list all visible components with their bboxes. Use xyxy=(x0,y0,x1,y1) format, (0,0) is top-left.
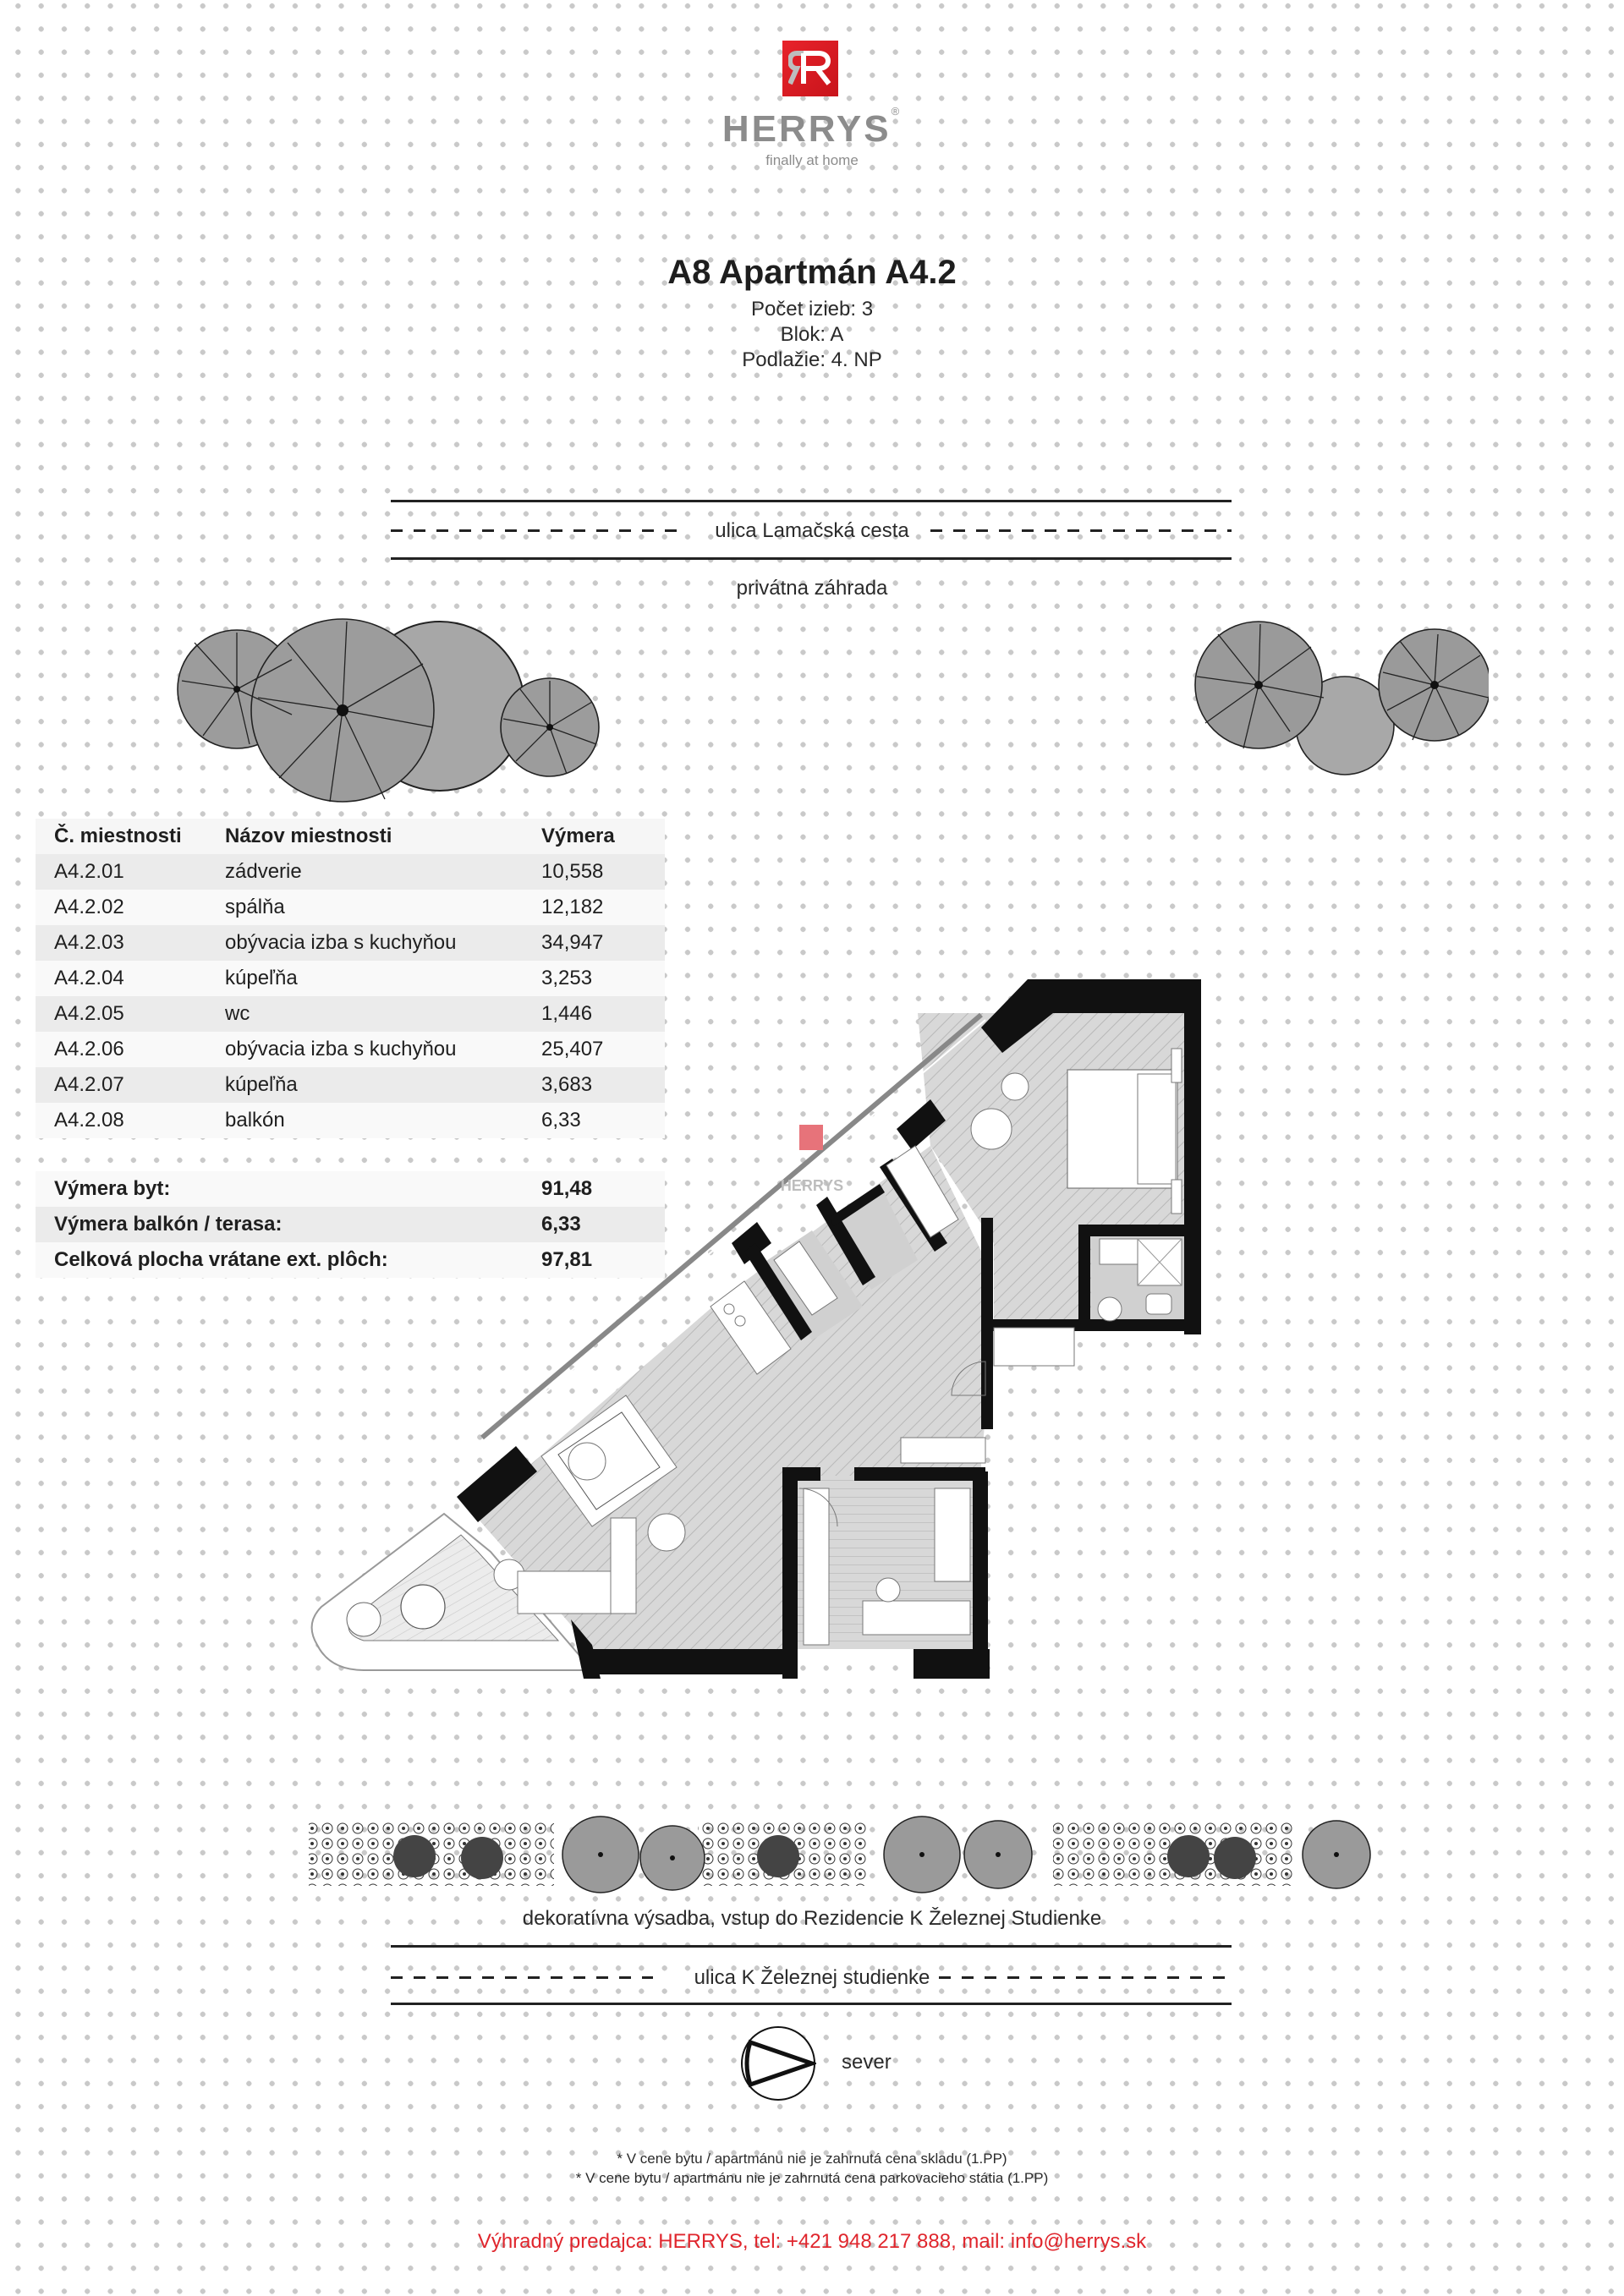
trees-right-icon xyxy=(1184,609,1489,778)
room-area: 25,407 xyxy=(541,1038,604,1060)
floor: Podlažie: 4. NP xyxy=(742,348,882,371)
room-name: zádverie xyxy=(225,860,302,883)
sofa-icon xyxy=(518,1571,611,1614)
balcony-table-icon xyxy=(401,1585,445,1629)
garden-label: privátna záhrada xyxy=(736,577,888,600)
logo-tagline: finally at home xyxy=(765,152,859,168)
table-row xyxy=(36,890,665,925)
chair-icon xyxy=(876,1578,900,1602)
watermark-text: HERRYS xyxy=(780,1177,844,1194)
room-id: A4.2.08 xyxy=(54,1109,124,1132)
room-id: A4.2.06 xyxy=(54,1038,124,1060)
room-area: 10,558 xyxy=(541,860,604,883)
total-value: 6,33 xyxy=(541,1213,581,1236)
rooms-count: Počet izieb: 3 xyxy=(750,298,874,321)
total-label: Celková plocha vrátane ext. plôch: xyxy=(54,1248,388,1271)
room-id: A4.2.05 xyxy=(54,1002,124,1025)
street-label-top: ulica Lamačská cesta xyxy=(715,519,909,542)
hall-cabinet-icon xyxy=(901,1438,985,1463)
cabinet-icon xyxy=(994,1328,1074,1366)
street-line-top xyxy=(391,500,1232,502)
table-row xyxy=(36,925,665,961)
street-line-bottom xyxy=(391,2003,1232,2005)
table-row xyxy=(36,854,665,890)
header-area: Výmera xyxy=(541,825,615,847)
room-area: 3,683 xyxy=(541,1073,593,1096)
street-dash-left xyxy=(391,529,678,532)
header-room-name: Názov miestnosti xyxy=(225,825,392,847)
north-arrow-icon xyxy=(740,2025,816,2101)
room-name: spálňa xyxy=(225,896,285,918)
coffee-table-icon xyxy=(648,1514,685,1551)
total-value: 91,48 xyxy=(541,1177,593,1200)
room-id: A4.2.01 xyxy=(54,860,124,883)
street-label-bottom: ulica K Železnej studienke xyxy=(694,1966,930,1989)
room-id: A4.2.04 xyxy=(54,967,124,989)
logo-brand: HERRYS® xyxy=(721,105,903,150)
armchair-icon xyxy=(971,1109,1012,1149)
room-area: 34,947 xyxy=(541,931,604,954)
street-dash-left xyxy=(391,1976,653,1979)
watermark-logo-icon xyxy=(799,1125,823,1150)
planting-label: dekoratívna výsadba, vstup do Rezidencie K Železnej Studienke xyxy=(522,1907,1102,1930)
washing-machine-icon xyxy=(1098,1297,1122,1321)
room-id: A4.2.07 xyxy=(54,1073,124,1096)
header-room-number: Č. miestnosti xyxy=(54,825,182,847)
toilet-icon xyxy=(1146,1294,1171,1314)
room-area: 3,253 xyxy=(541,967,593,989)
floor-plan xyxy=(304,964,1235,1691)
room-area: 6,33 xyxy=(541,1109,581,1132)
compass-label: sever xyxy=(842,2051,892,2074)
sink-icon xyxy=(1100,1239,1138,1264)
side-table-icon xyxy=(1001,1073,1029,1100)
room-id: A4.2.02 xyxy=(54,896,124,918)
total-label: Výmera balkón / terasa: xyxy=(54,1213,283,1236)
balcony-plant-icon xyxy=(347,1603,381,1636)
room-area: 1,446 xyxy=(541,1002,593,1025)
planting-row-icon xyxy=(304,1806,1379,1894)
table-header xyxy=(36,819,665,854)
plant-icon xyxy=(568,1443,606,1480)
room-name: obývacia izba s kuchyňou xyxy=(225,931,457,954)
street-line-bottom xyxy=(391,557,1232,560)
logo-mark-icon xyxy=(782,41,838,96)
total-label: Výmera byt: xyxy=(54,1177,171,1200)
block: Blok: A xyxy=(780,323,844,346)
total-value: 97,81 xyxy=(541,1248,593,1271)
trees-left-icon xyxy=(169,609,643,812)
room-name: balkón xyxy=(225,1109,285,1132)
footnote-parking: * V cene bytu / apartmánu nie je zahrnutá cena parkovacieho státia (1.PP) xyxy=(575,2170,1049,2186)
footnote-storage: * V cene bytu / apartmánu nie je zahrnutá cena skladu (1.PP) xyxy=(617,2151,1007,2167)
room-name: obývacia izba s kuchyňou xyxy=(225,1038,457,1060)
shelf-icon xyxy=(804,1488,829,1645)
room-name: kúpeľňa xyxy=(225,1073,298,1096)
street-line-top xyxy=(391,1945,1232,1948)
page-title: A8 Apartmán A4.2 xyxy=(667,254,957,291)
room-area: 12,182 xyxy=(541,896,604,918)
desk-icon xyxy=(863,1601,970,1635)
room-id: A4.2.03 xyxy=(54,931,124,954)
street-dash-right xyxy=(939,1976,1232,1979)
room-name: wc xyxy=(225,1002,250,1025)
contact-info: Výhradný predajca: HERRYS, tel: +421 948 217 888, mail: info@herrys.sk xyxy=(477,2230,1147,2253)
bed-small-icon xyxy=(935,1488,970,1581)
room-name: kúpeľňa xyxy=(225,967,298,989)
